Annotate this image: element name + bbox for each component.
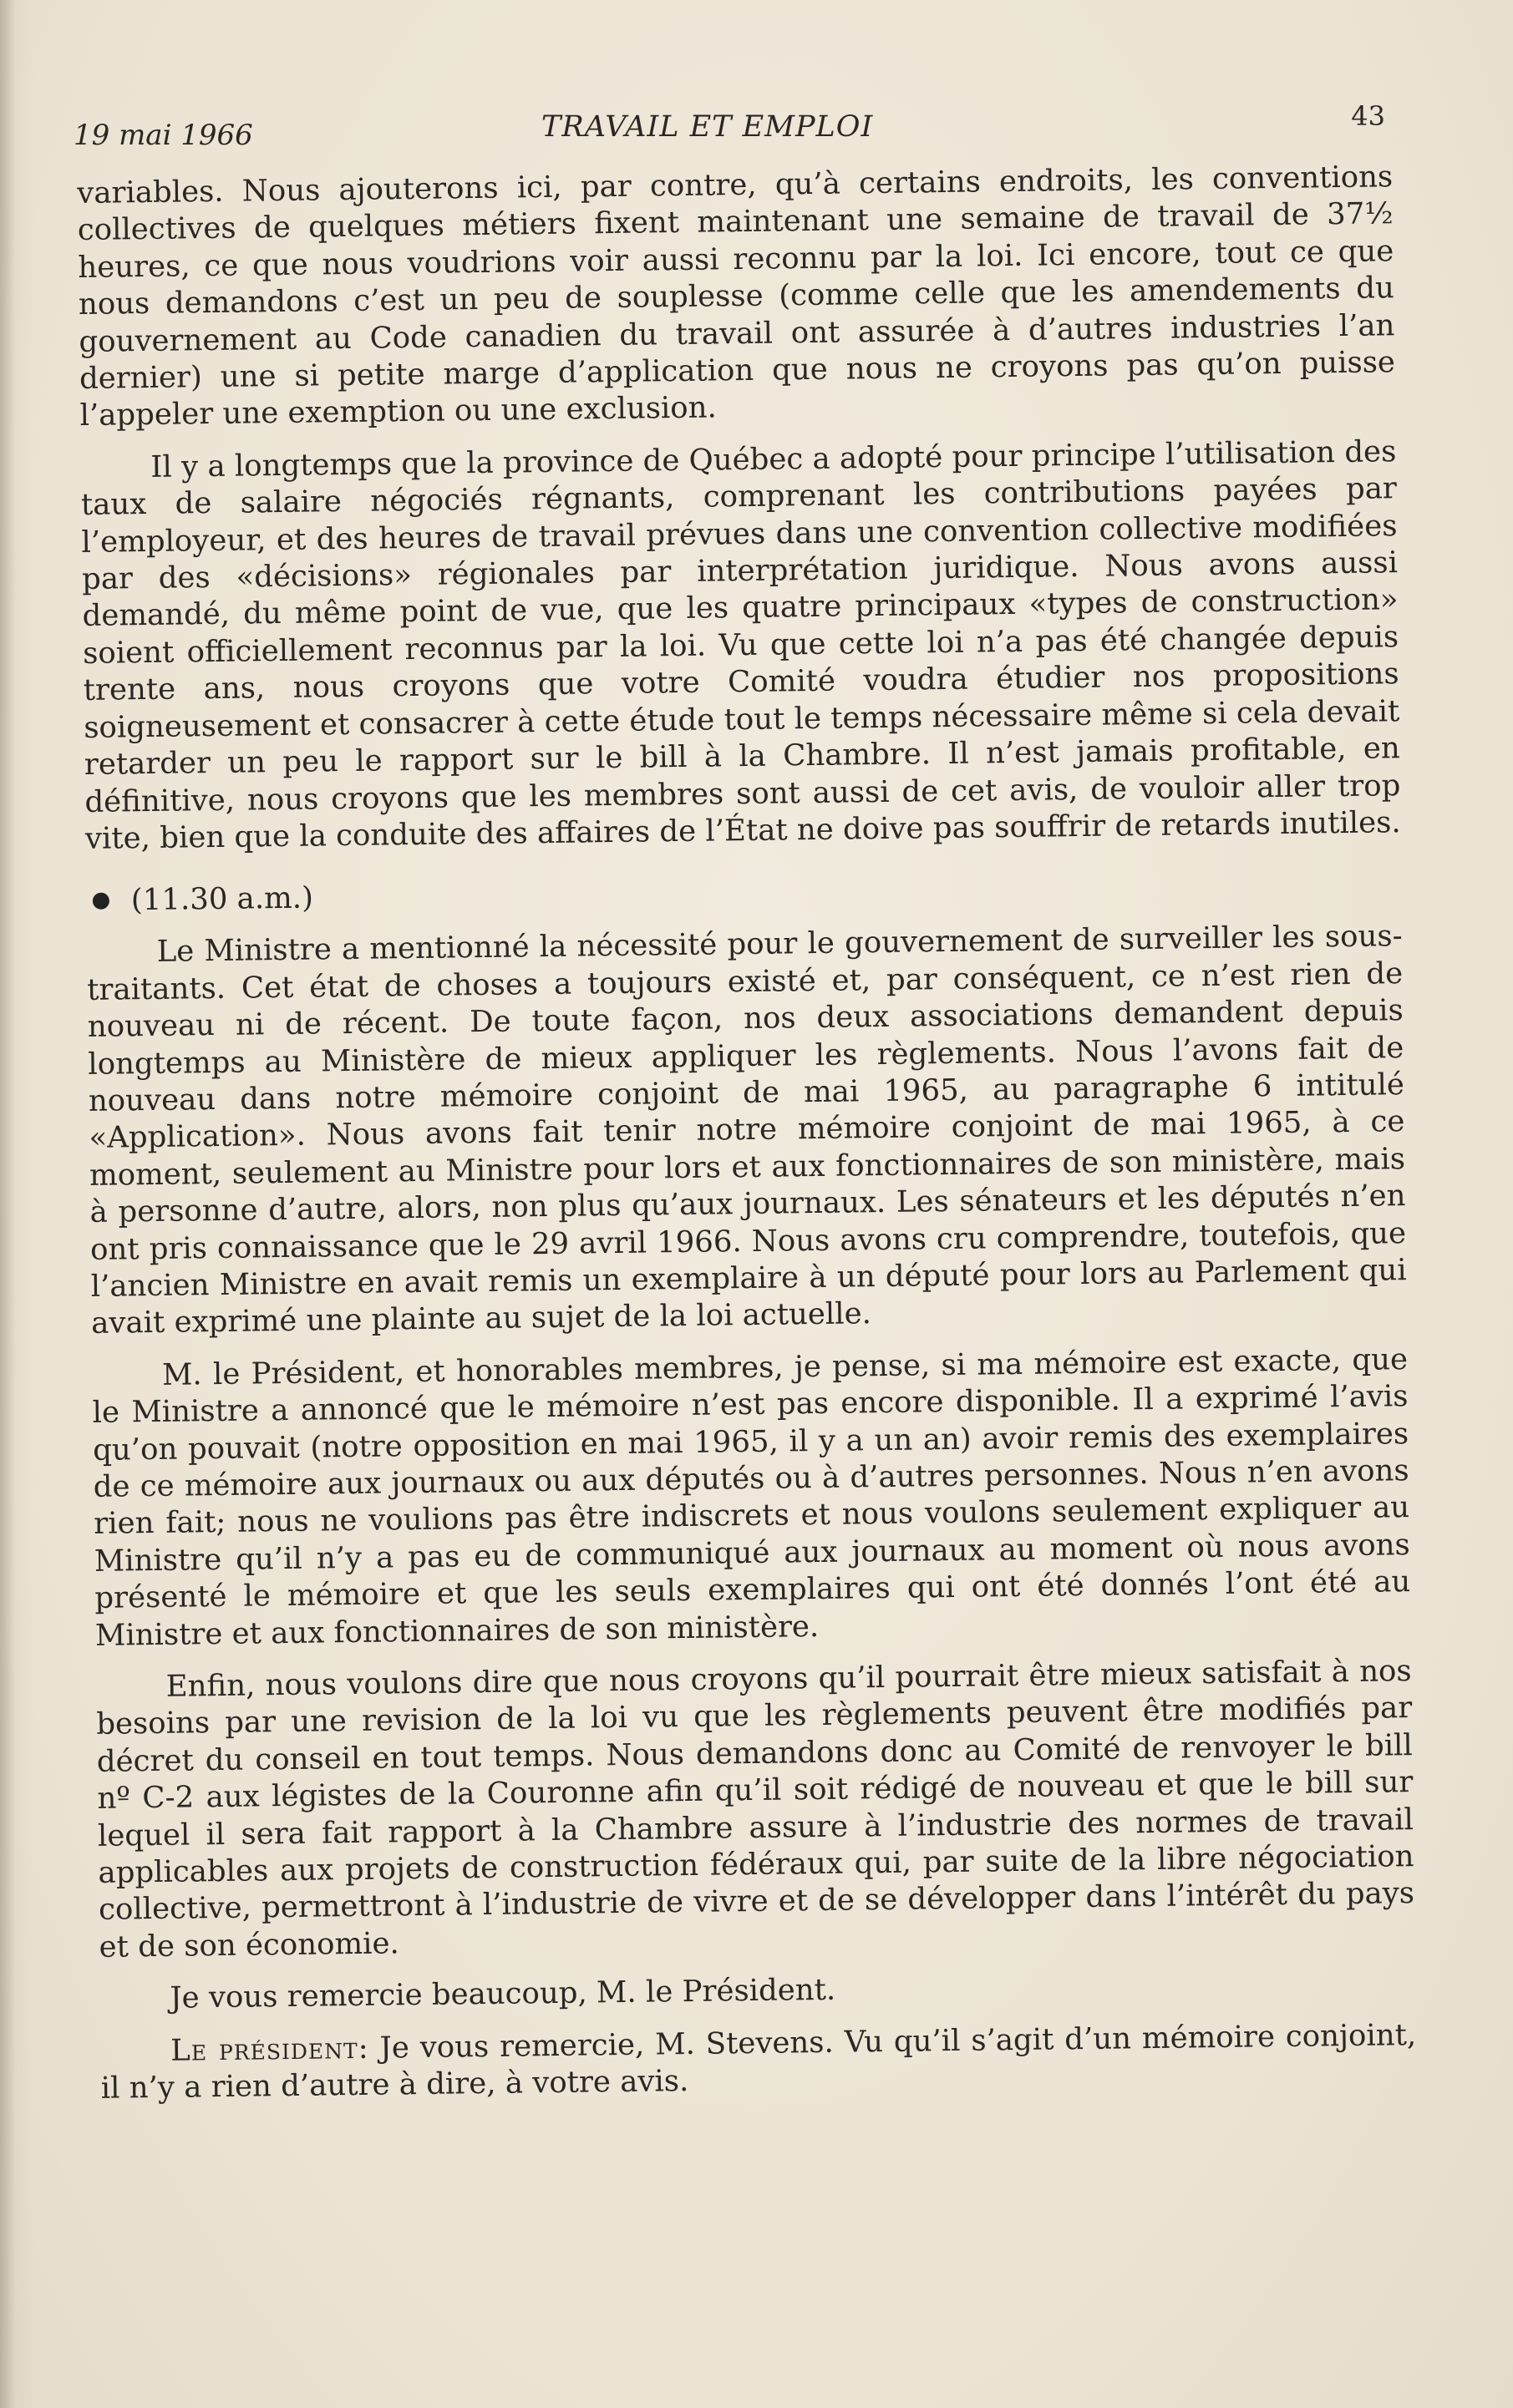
president-reply-text: Je vous remercie, M. Stevens. Vu qu’il s’agit d’un mémoire conjoint, il n’y a rien d’autre à dire, à votre avis. xyxy=(100,2017,1417,2106)
header-title: TRAVAIL ET EMPLOI xyxy=(541,110,874,144)
page-number: 43 xyxy=(1351,100,1385,132)
paragraph-thanks: Je vous remercie beaucoup, M. le Président. xyxy=(170,1973,836,2016)
paragraph-continuation: variables. Nous ajouterons ici, par contre, qu’à certains endroits, les conventions collectives de quelques métiers fixent maintenant une semaine de travail de 37½ heures, ce que nous voudrions voir aussi reconnu par la loi. Ici encore, tout ce que nous demandons c’est un peu de souplesse (comme celle que les amendements du gouvernement au Code canadien du travail ont assurée à d’autres industries l’an dernier) une si petite marge d’application que nous ne croyons pas qu’on puisse l’appeler une exemption ou une exclusion. xyxy=(77,160,1396,433)
running-header xyxy=(74,100,1385,150)
time-marker-text: (11.30 a.m.) xyxy=(130,880,314,918)
paragraph-president-reply xyxy=(100,2017,1417,2108)
page-gutter-shadow xyxy=(0,0,15,2408)
paragraph-memoire: M. le Président, et honorables membres, je pense, si ma mémoire est exacte, que le Ministre a annoncé que le mémoire n’est pas encore disponible. Il a exprimé l’avis qu’on pouvait (notre opposition en mai 1965, il y a un an) avoir remis des exemplaires de ce mémoire aux journaux ou aux députés ou à d’autres personnes. Nous n’en avons rien fait; nous ne voulions pas être indiscrets et nous voulons seulement expliquer au Ministre qu’il n’y a pas eu de communiqué aux journaux au moment où nous avons présenté le mémoire et que les seuls exemplaires qui ont été donnés l’ont été au Ministre et aux fonctionnaires de son ministère. xyxy=(92,1341,1411,1653)
paragraph-subcontractors: Le Ministre a mentionné la nécessité pour le gouvernement de surveiller les sous-traitants. Cet état de choses a toujours existé et, par conséquent, ce n’est rien de nouveau ni de récent. De toute façon, nos deux associations demandent depuis longtemps au Ministère de mieux appliquer les règlements. Nous l’avons fait de nouveau dans notre mémoire conjoint de mai 1965, au paragraphe 6 intitulé «Application». Nous avons fait tenir notre mémoire conjoint de mai 1965, à ce moment, seulement au Ministre pour lors et aux fonctionnaires de son ministère, mais à personne d’autre, alors, non plus qu’aux journaux. Les sénateurs et les députés n’en ont pris connaissance que le 29 avril 1966. Nous avons cru comprendre, toutefois, que l’ancien Ministre en avait remis un exemplaire à un député pour lors au Parlement qui avait exprimé une plainte au sujet de la loi actuelle. xyxy=(86,919,1407,1341)
header-date: 19 mai 1966 xyxy=(74,119,253,152)
paragraph-conclusion: Enfin, nous voulons dire que nous croyons qu’il pourrait être mieux satisfait à nos besoins par une revision de la loi vu que les règlements peuvent être modifiés par décret du conseil en tout temps. Nous demandons donc au Comité de renvoyer le bill nº C-2 aux légistes de la Couronne afin qu’il soit rédigé de nouveau et que le bill sur lequel il sera fait rapport à la Chambre assure à l’industrie des normes de travail applicables aux projets de construction fédéraux qui, par suite de la libre négociation collective, permettront à l’industrie de vivre et de se développer dans l’intérêt du pays et de son économie. xyxy=(96,1654,1415,1964)
speaker-label: Le président: xyxy=(170,2030,369,2068)
paragraph-quebec-principle: Il y a longtemps que la province de Québec a adopté pour principe l’utilisation des taux de salaire négociés régnants, comprenant les contributions payées par l’employeur, et des heures de travail prévues dans une convention collective modifiées par des «décisions» régionales par interprétation juridique. Nous avons aussi demandé, du même point de vue, que les quatre principaux «types de construction» soient officiellement reconnus par la loi. Vu que cette loi n’a pas été changée depuis trente ans, nous croyons que votre Comité voudra étudier nos propositions soigneusement et consacrer à cette étude tout le temps nécessaire même si cela devait retarder un peu le rapport sur le bill à la Chambre. Il n’est jamais profitable, en définitive, nous croyons que les membres sont aussi de cet avis, de vouloir aller trop vite, bien que la conduite des affaires de l’État ne doive pas souffrir de retards inutiles. xyxy=(80,434,1401,856)
page-body xyxy=(77,159,1417,2107)
bullet-icon xyxy=(93,893,109,910)
